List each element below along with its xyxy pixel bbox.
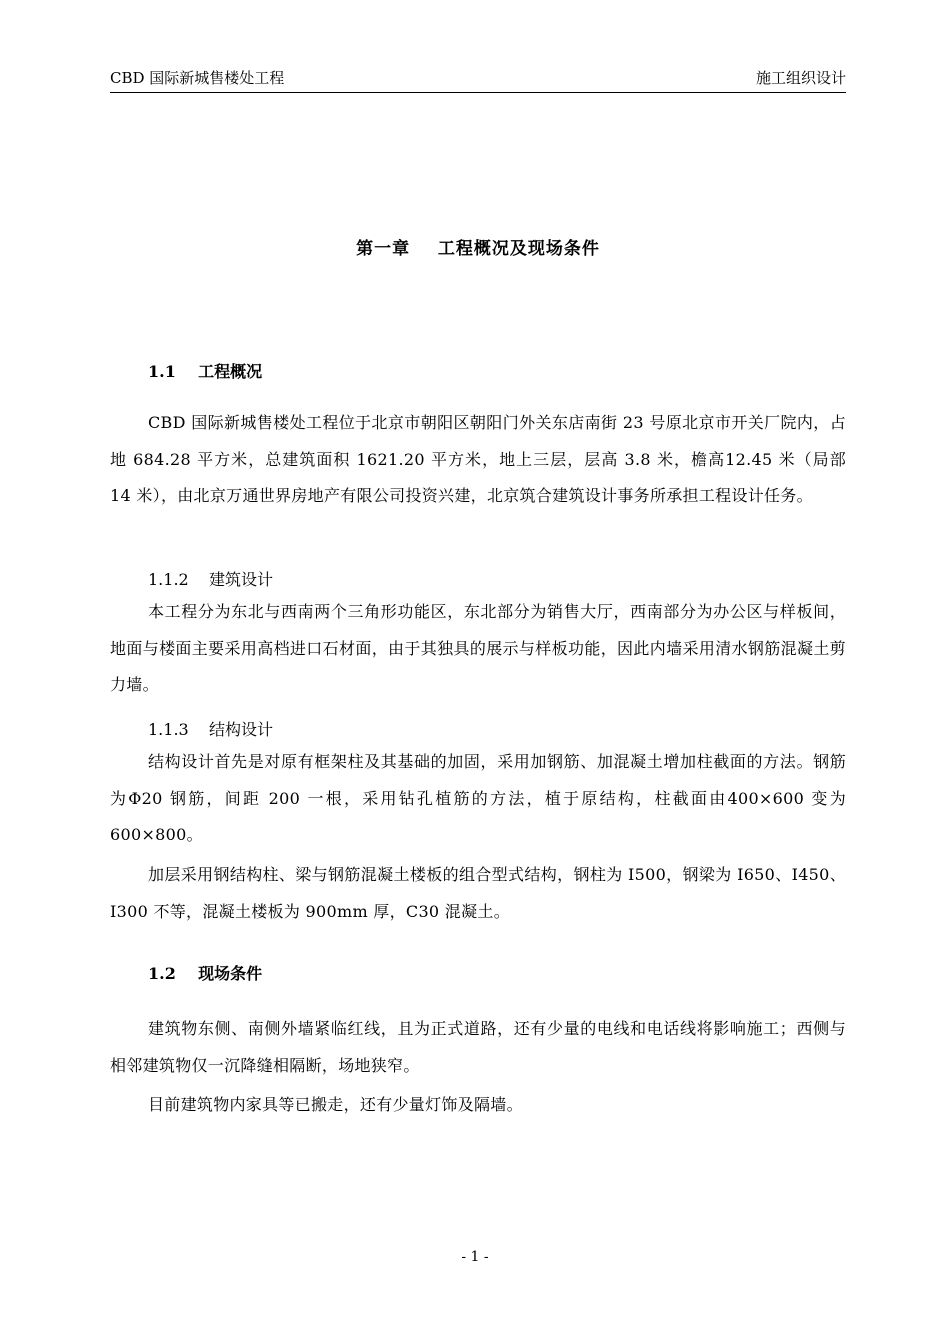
paragraph-site-conditions-2: 目前建筑物内家具等已搬走，还有少量灯饰及隔墙。 (148, 1095, 523, 1114)
subsection-heading-1-1-3: 1.1.3 结构设计 (148, 720, 274, 739)
section-heading-1-2: 1.2 现场条件 (148, 964, 263, 983)
section-heading-1-1: 1.1 工程概况 (148, 362, 263, 381)
paragraph-project-overview: CBD 国际新城售楼处工程位于北京市朝阳区朝阳门外关东店南街 23 号原北京市开关厂院内，占地 684.28 平方米，总建筑面积 1621.20 平方米，地上三层，层高 3.8 米，檐高12.45 米（局部 14 米），由北京万通世界房地产有限公司投资兴建，北京筑合建筑设计事务所承担工程设计任务。 (110, 413, 846, 505)
paragraph-structure-design-2: 加层采用钢结构柱、梁与钢筋混凝土楼板的组合型式结构，钢柱为 I500，钢梁为 I650、I450、I300 不等，混凝土楼板为 900mm 厚，C30 混凝土。 (110, 865, 846, 921)
paragraph-site-conditions-1: 建筑物东侧、南侧外墙紧临红线，且为正式道路，还有少量的电线和电话线将影响施工；西侧与相邻建筑物仅一沉降缝相隔断，场地狭窄。 (110, 1019, 846, 1075)
paragraph-structure-design-1: 结构设计首先是对原有框架柱及其基础的加固，采用加钢筋、加混凝土增加柱截面的方法。钢筋为Φ20 钢筋，间距 200 一根，采用钻孔植筋的方法，植于原结构，柱截面由400×600 变为 600×800。 (110, 752, 846, 844)
header-document-type: 施工组织设计 (755, 69, 846, 87)
paragraph-architecture-design: 本工程分为东北与西南两个三角形功能区，东北部分为销售大厅，西南部分为办公区与样板间，地面与楼面主要采用高档进口石材面，由于其独具的展示与样板功能，因此内墙采用清水钢筋混凝土剪力墙。 (110, 602, 846, 694)
page-header (110, 66, 846, 93)
header-project-name: CBD 国际新城售楼处工程 (110, 69, 285, 87)
chapter-title: 第一章 工程概况及现场条件 (356, 239, 600, 259)
page-number: - 1 - (461, 1249, 489, 1265)
subsection-heading-1-1-2: 1.1.2 建筑设计 (148, 570, 274, 589)
